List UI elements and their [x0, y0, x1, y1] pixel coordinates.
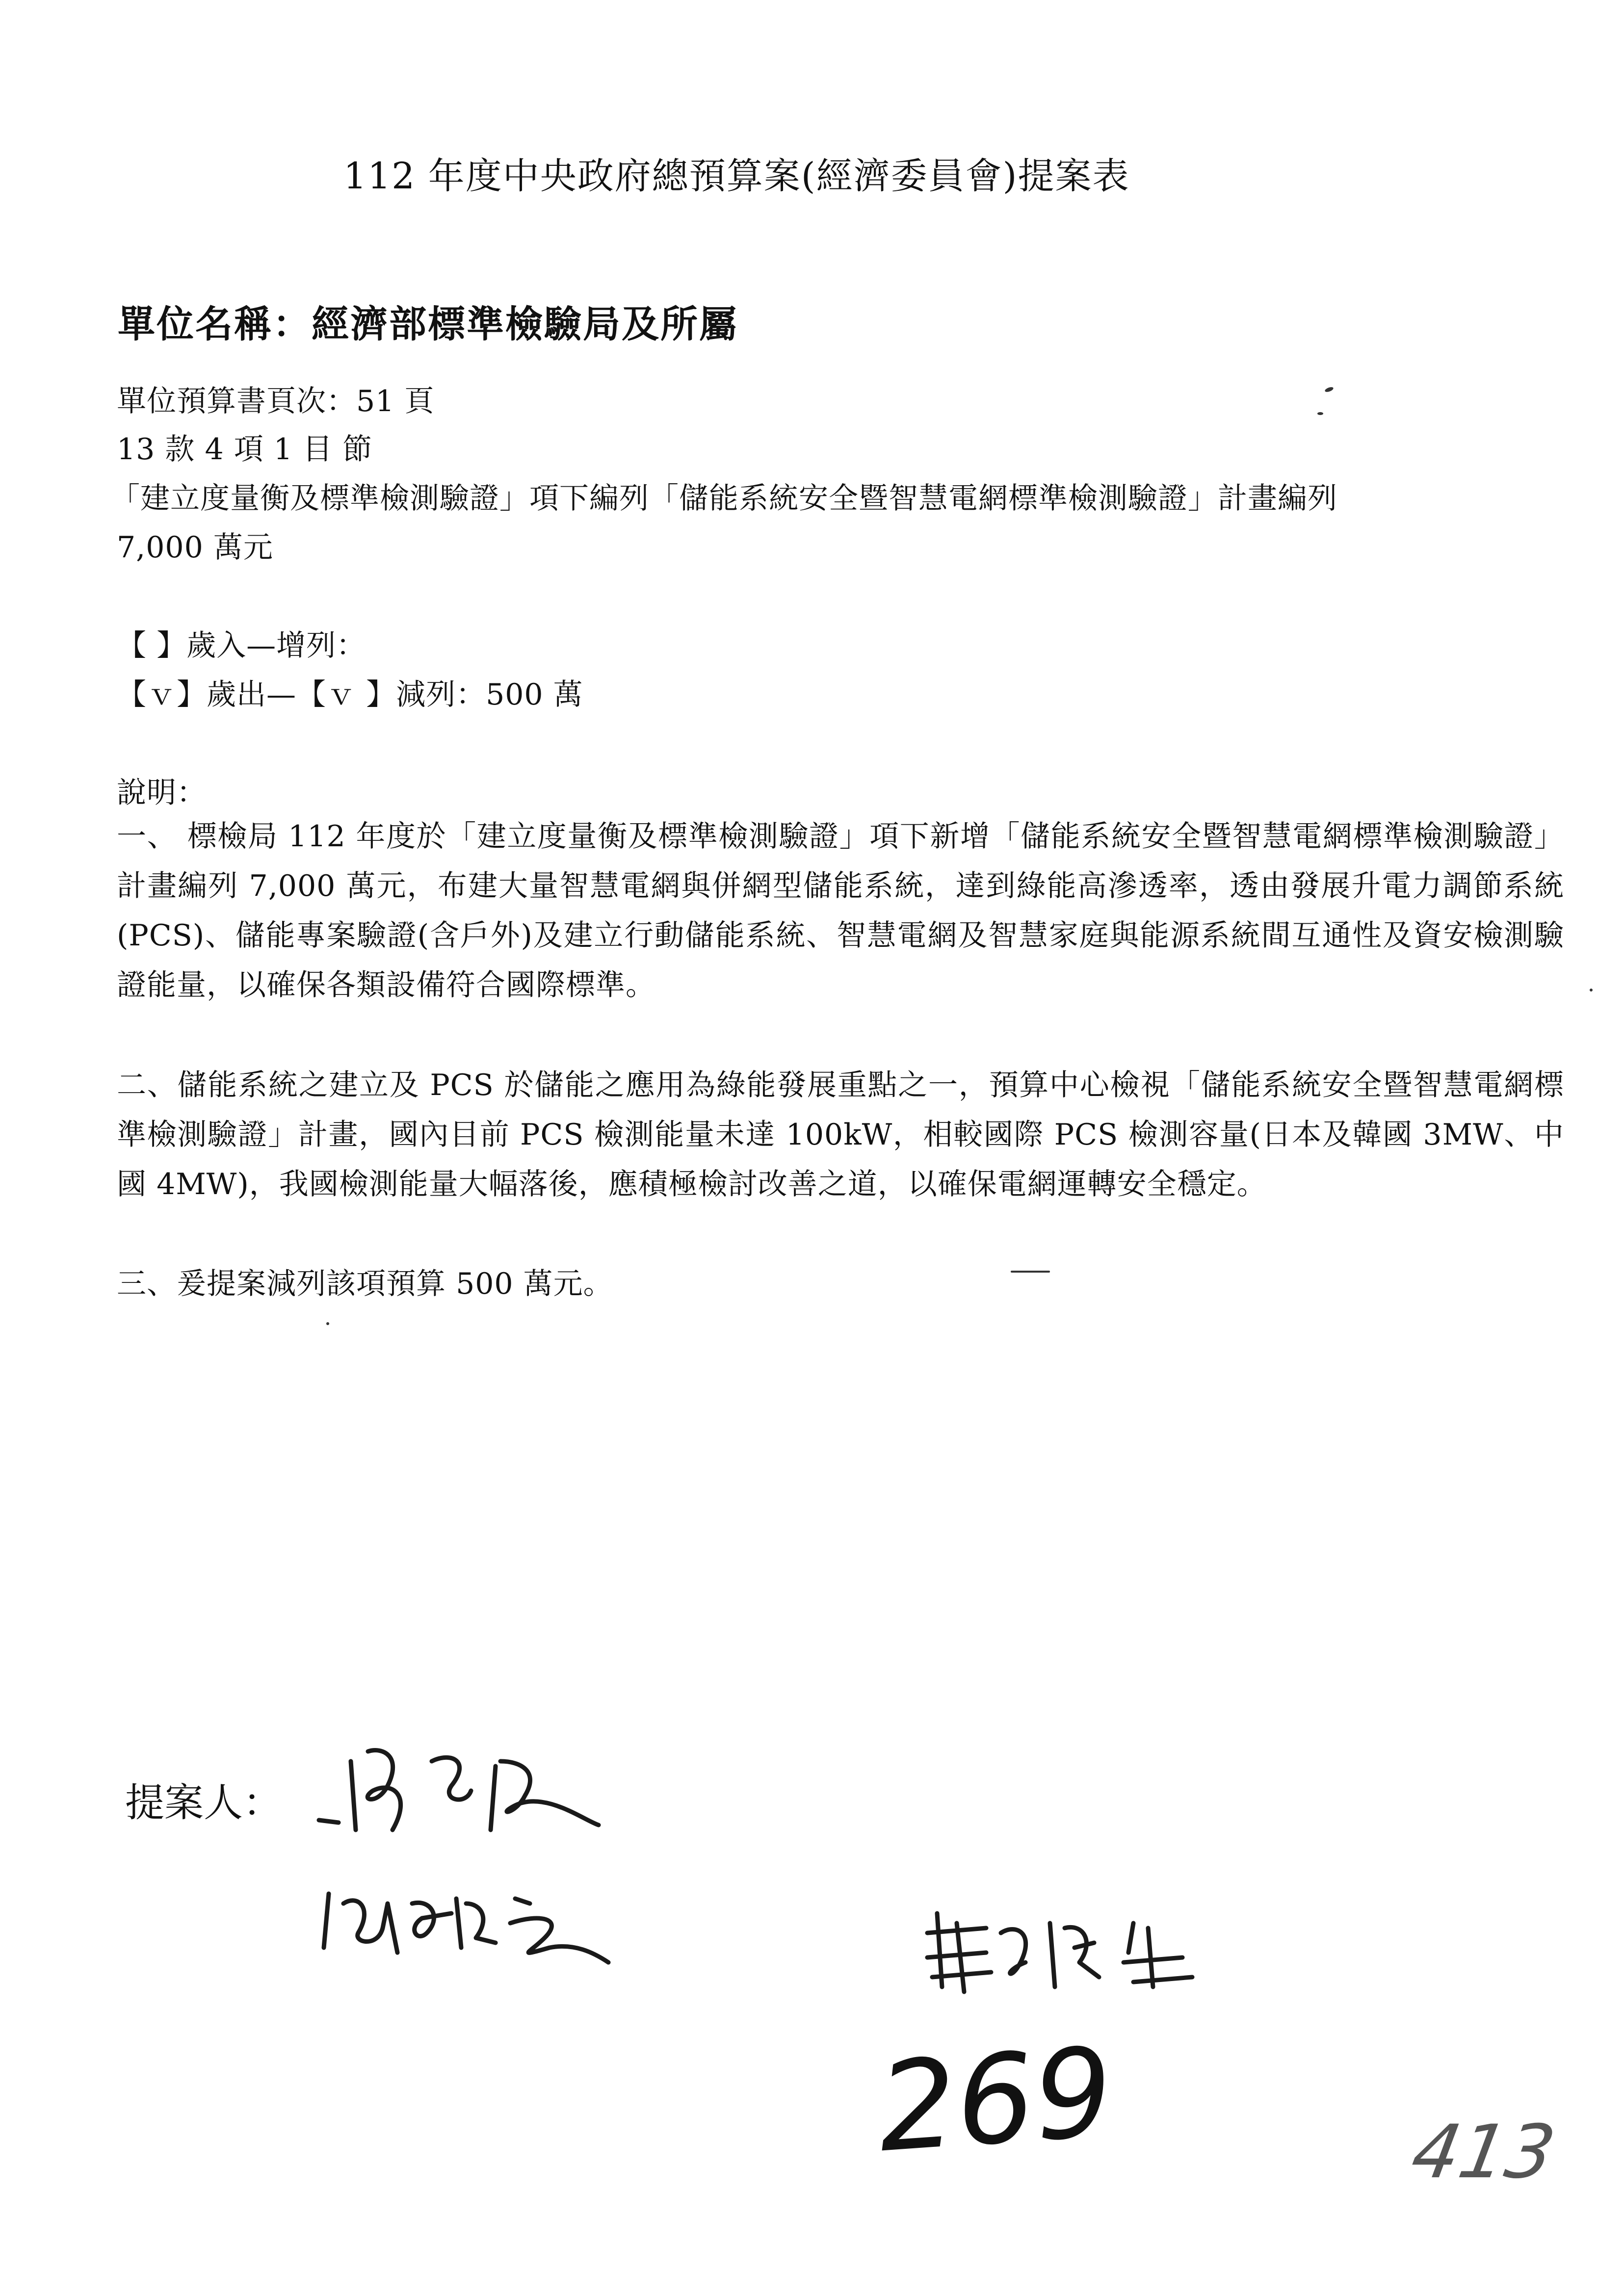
document-title: 112 年度中央政府總預算案(經濟委員會)提案表 — [343, 155, 1130, 197]
handwritten-page-number: 413 — [1405, 2110, 1561, 2195]
budget-page-ref: 單位預算書頁次：51 頁 — [117, 384, 435, 418]
handwritten-number: 269 — [873, 2020, 1117, 2180]
revenue-line: 【 】歲入—增列： — [117, 628, 367, 663]
item-description-line-2: 7,000 萬元 — [117, 530, 273, 565]
signature-2 — [319, 1874, 613, 1972]
scan-speck — [326, 1322, 329, 1325]
scan-speck — [1324, 386, 1334, 393]
scan-speck — [1011, 1271, 1050, 1273]
explanation-paragraph-1: 一、 標檢局 112 年度於「建立度量衡及標準檢測驗證」項下新增「儲能系統安全暨智慧電網標準檢測驗證」計畫編列 7,000 萬元，布建大量智慧電網與併網型儲能系統，達到綠能高滲透率，透由發展升電力調節系統(PCS)、儲能專案驗證(含戶外)及建立行動儲能系統、智慧電網及智慧家庭與能源系統間互通性及資安檢測驗證能量，以確保各類設備符合國際標準。 — [117, 819, 1564, 1002]
proposer-label: 提案人： — [125, 1780, 282, 1826]
explanation-label: 說明： — [117, 776, 207, 810]
unit-name: 單位名稱：經濟部標準檢驗局及所屬 — [118, 302, 738, 346]
section-ref: 13 款 4 項 1 目 節 — [117, 432, 373, 467]
scan-speck — [1590, 989, 1593, 991]
signature-3 — [917, 1904, 1197, 1997]
signature-1 — [309, 1732, 603, 1845]
scan-speck — [1317, 412, 1323, 415]
item-description-line-1: 「建立度量衡及標準檢測驗證」項下編列「儲能系統安全暨智慧電網標準檢測驗證」計畫編列 — [110, 481, 1337, 516]
explanation-paragraph-3: 三、爰提案減列該項預算 500 萬元。 — [117, 1267, 613, 1301]
expenditure-line: 【ｖ】歲出—【ｖ 】減列：500 萬 — [117, 678, 583, 712]
explanation-paragraph-2: 二、儲能系統之建立及 PCS 於儲能之應用為綠能發展重點之一，預算中心檢視「儲能系統安全暨智慧電網標準檢測驗證」計畫，國內目前 PCS 檢測能量未達 100kW，相較國際 PCS 檢測容量(日本及韓國 3MW、中國 4MW)，我國檢測能量大幅落後，應積極檢討改善之道，以確保電網運轉安全穩定。 — [117, 1068, 1564, 1201]
